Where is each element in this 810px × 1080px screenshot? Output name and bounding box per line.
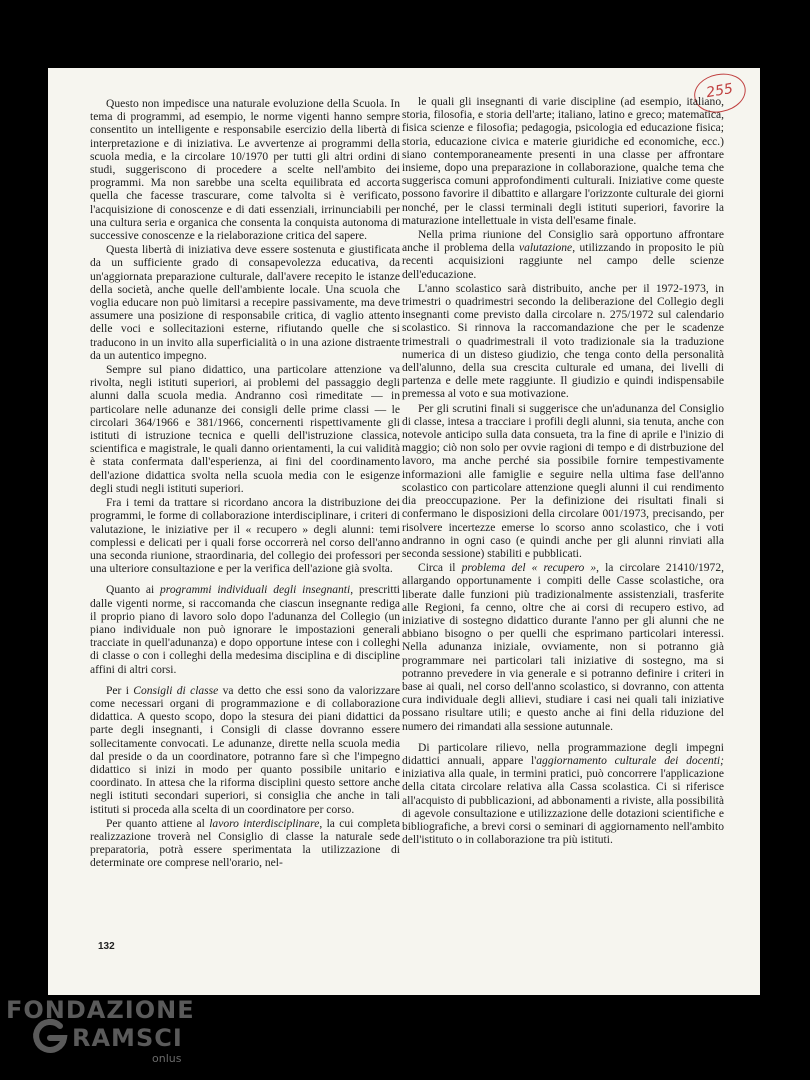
text-run: Per gli scrutini finali si suggerisce che un'adunanza del Consiglio di classe, intesa a tracciare i profili degli alunni, sia tenuta, anche con notevole anticipo sulla data consueta, tra la fine di aprile e l'inizio di maggio; ciò non solo per ovvie ragioni di tempo e di distrbuzione del lavoro, ma anche perché sia possibile fornire tempestivamente informazioni alle famiglie e seguire nella ultima fase dell'anno scolastico con particolare attenzione quegli alunni il cui rendimento dia preoccupazione. Per la definizione dei risultati finali si confermano le disposizioni della circolare 001/1973, precisando, per risolvere incertezze emerse lo scorso anno scolastico, che i voti andranno in ogni caso (e quindi anche per gli alunni rinviati alla seconda sessione) stabiliti e pubblicati. bbox=[402, 402, 724, 560]
paragraph bbox=[90, 685, 400, 817]
paragraph bbox=[402, 96, 724, 228]
text-column-right bbox=[402, 96, 724, 848]
text-run: Circa il bbox=[418, 562, 462, 575]
text-run: Quanto ai bbox=[106, 584, 160, 597]
paragraph bbox=[90, 244, 400, 363]
italic-phrase: problema del « recupero » bbox=[461, 562, 597, 575]
text-run: L'anno scolastico sarà distribuito, anche per il 1972-1973, in trimestri o quadrimestri secondo la deliberazione del Collegio degli insegnanti come previsto dalla circolare n. 275/1972 sul calendario scolastico. Si rinnova la raccomandazione che per le scadenze trimestrali o quadrimestrali il voto tradizionale sia la traduzione numerica di un disteso giudizio, che tenga conto della personalità dell'alunno, della sua crescita culturale ed umana, dei livelli di partenza e delle mete raggiunte. Il giudizio e quindi indispensabile premessa al voto e sua motivazione. bbox=[402, 282, 724, 401]
text-run: Di particolare rilievo, nella programmazione degli impegni didattici annuali, appare l' bbox=[402, 741, 724, 767]
text-run: Sempre sul piano didattico, una particolare attenzione va rivolta, negli istituti superiori, ai problemi del passaggio degli alunni dalla scuola media. Andranno così rimeditate — in particolare nelle adunanze dei consigli delle prime classi — le circolari 364/1966 e 381/1966, concernenti rispettivamente gli istituti di istruzione tecnica e quelli dell'istruzione classica, scientifica e magistrale, le quali danno orientamenti, la cui validità è stata confermata dall'esperienza, ai fini del coordinamento dell'azione didattica svolta nella scuola media con le esigenze degli studi negli istituti superiori. bbox=[90, 364, 400, 495]
text-run: va detto che essi sono da valorizzare come necessari organi di programmazione e di collaborazione didattica. A questo scopo, dopo la stesura dei piani didattici da parte degli insegnanti, i Consigli di classe dovranno essere sollecitamente convocati. Le adunanze, dirette nella scuola media dal preside o da un coordinatore, potranno fare sì che l'impegno didattico si inizi in modo per quanto possibile unitario e coordinato. In attesa che la riforma disciplini questo settore anche negli istituti secondari superiori, si consiglia che anche in tali istituti si proceda alla scelta di un coordinatore per corso. bbox=[90, 684, 401, 816]
text-run: , prescritti dalle vigenti norme, si raccomanda che ciascun insegnante rediga il proprio piano di lavoro solo dopo l'adunanza del Collegio (un piano individuale non può ignorare le impostazioni generali tracciate in quell'adunanza) e dopo opportune intese con i colleghi di classe o con i colleghi della medesima disciplina e di discipline affini di altri corsi. bbox=[90, 584, 400, 676]
watermark-onlus: onlus bbox=[152, 1052, 182, 1065]
paragraph bbox=[90, 818, 400, 871]
paragraph bbox=[402, 229, 724, 282]
paragraph bbox=[402, 742, 724, 848]
watermark-g-logo bbox=[30, 1016, 70, 1056]
italic-phrase: valutazione bbox=[518, 242, 573, 255]
document-page bbox=[48, 68, 760, 995]
text-run: le quali gli insegnanti di varie discipline (ad esempio, italiano, storia, filosofia, e storia dell'arte; italiano, latino e greco; matematica, fisica scienze e filosofia; pedagogia, psicologia ed educazione fisica; storia, educazione civica e materie giuridiche ed economiche, ecc.) siano contemporaneamente presenti in una classe per affrontare insieme, dopo una preparazione in collaborazione, qualche tema che suggerisca comuni approfondimenti culturali. Iniziative come queste possono favorire il dibattito e allargare l'orizzonte culturale dei giorni nonché, per le classi terminali degli istituti superiori, favorire la maturazione intellettuale in vista dell'esame finale. bbox=[402, 96, 724, 227]
text-run: , utilizzando in proposito le più recenti acquisizioni raggiunte nel campo delle scienze dell'educazione. bbox=[402, 242, 724, 281]
text-run: Questo non impedisce una naturale evoluzione della Scuola. In tema di programmi, ad esempio, le norme vigenti hanno sempre consentito un intelligente e responsabile esercizio della libertà di interpretazione e di iniziativa. Le avvertenze ai programmi della scuola media, e la circolare 10/1970 per tutti gli altri ordini di studi, suggeriscono di procedere a scelte nell'ambito dei programmi. Ma non sarebbe una scelta equilibrata ed accorta quella che facesse trascurare, come talvolta si è verificato, l'acquisizione di conoscenze e di dati essenziali, irrinunciabili per una cultura seria e organica che consenta la conquista autonoma di successive conoscenze e la rielaborazione critica del sapere. bbox=[90, 98, 400, 243]
text-run: , la cui completa realizzazione troverà nel Consiglio di classe la naturale sede preparatoria, potrà essere sperimentata la utilizzazione di determinate ore comprese nell'orario, nel- bbox=[90, 817, 400, 870]
paragraph bbox=[90, 497, 400, 576]
text-run: Nella prima riunione del Consiglio sarà opportuno affrontare anche il problema della bbox=[402, 229, 724, 255]
paragraph bbox=[402, 283, 724, 402]
paragraph bbox=[90, 98, 400, 243]
paragraph bbox=[90, 584, 400, 676]
archive-stamp-number: 255 bbox=[705, 80, 735, 102]
text-run: Per i bbox=[106, 684, 134, 697]
italic-phrase: Consigli di classe bbox=[133, 684, 219, 697]
watermark-line1: FONDAZIONE bbox=[6, 996, 195, 1024]
italic-phrase: programmi individuali degli insegnanti bbox=[159, 584, 351, 597]
italic-phrase: aggiornamento culturale dei docenti; bbox=[536, 754, 724, 767]
paragraph bbox=[402, 562, 724, 734]
italic-phrase: lavoro interdisciplinare bbox=[209, 817, 320, 830]
text-run: Per quanto attiene al bbox=[106, 817, 210, 830]
page-number: 132 bbox=[98, 941, 115, 952]
watermark-line2: RAMSCI bbox=[72, 1024, 183, 1052]
fondazione-watermark bbox=[0, 996, 220, 1080]
text-run: Questa libertà di iniziativa deve essere sostenuta e giustificata da un sufficiente grado di consapevolezza educativa, da un'aggiornata preparazione culturale, dall'avere recepito le istanze della società, anche quelle dell'ambiente locale. Una scuola che voglia educare non può limitarsi a recepire passivamente, ma deve assumere una posizione di responsabile critica, di vaglio attento delle voci e sollecitazioni esterne, rifiutando quelle che si traducono in un invito alla superficialità o in una azione distraente da un autentico impegno. bbox=[90, 244, 400, 362]
paragraph bbox=[90, 364, 400, 496]
paragraph bbox=[402, 403, 724, 561]
text-run: iniziativa alla quale, in termini pratici, può concorrere l'applicazione della citata circolare relativa alla Cassa scolastica. Ci si riferisce all'acquisto di pubblicazioni, ad abbonamenti a riviste, alla possibilità di agevole consultazione e utilizzazione delle dotazioni scientifiche e bibliografiche, a brevi corsi o seminari di aggiornamento nell'ambito dell'istituto o in collaborazione tra più istituti. bbox=[402, 768, 724, 847]
text-run: Fra i temi da trattare si ricordano ancora la distribuzione dei programmi, le forme di collaborazione interdisciplinare, i criteri di valutazione, le iniziative per il « recupero » degli alunni: temi complessi e delicati per i quali forse occorrerà nel corso dell'anno una seconda riunione, straordinaria, del collegio dei professori per una ulteriore consultazione e per la verifica dell'azione già svolta. bbox=[90, 497, 400, 576]
text-run: , la circolare 21410/1972, allargando opportunamente i compiti delle Casse scolastiche, ora liberate dalle funzioni più tradizionalmente assistenziali, trasferite alle Regioni, fa cenno, oltre che ai corsi di recupero estivo, ad iniziative di sostegno didattico durante l'anno per gli alunni che ne abbiano bisogno o per quelli che esprimano particolari interessi. Nella adunanza iniziale, ovviamente, non si potranno già programmare nei particolari tali iniziative di sostegno, ma si potranno prevedere in via generale e si potranno definire i criteri in base ai quali, nel corso dell'anno scolastico, si dovranno, con attenta cura individuale degli allievi, studiare i casi nei quali tali iniziative possano risultare utili; e questo anche ai fini della riduzione del numero dei rimandati alla sessione autunnale. bbox=[402, 562, 724, 733]
text-column-left bbox=[90, 98, 400, 872]
